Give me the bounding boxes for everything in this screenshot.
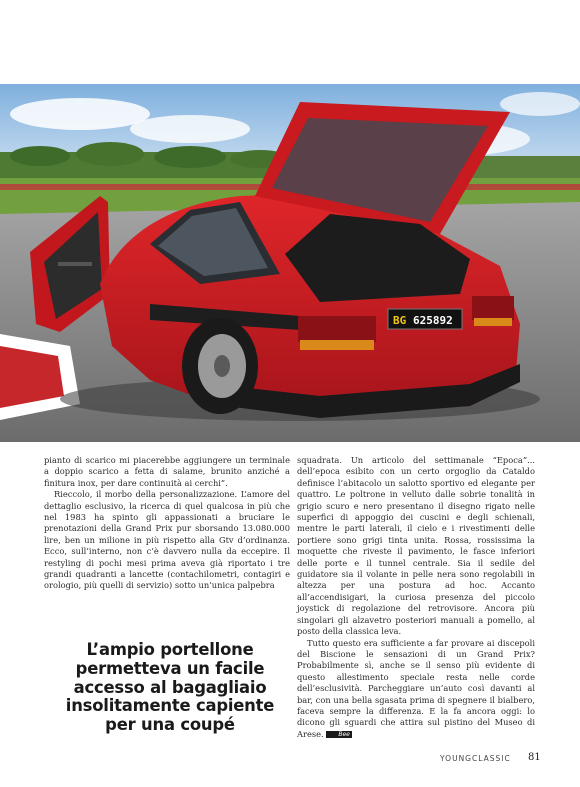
end-mark: Bee	[326, 731, 352, 738]
hero-photo	[0, 84, 580, 442]
pull-quote: L’ampio portellone permetteva un facile accesso al bagagliaio insolitamente capiente per una coupé	[65, 640, 275, 735]
paragraph: squadrata. Un articolo del settimanale “Epoca”... dell’epoca esibito con un certo orgoglio da Cataldo definisce l’abitacolo un salotto sportivo ed elegante per quattro. Le poltrone in velluto dalle sobrie tonalità in grigio scuro e nero presentano il disegno rigato nelle superfici di appoggio dei cuscini e degli schienali, mentre le parti laterali, il cielo e i rivestimenti delle portiere sono grigi tinta unita. Rossa, rossissima la moquette che riveste il pavimento, le fasce inferiori delle porte e il tunnel centrale. Sia il sedile del guidatore sia il volante in pelle nera sono regolabili in altezza per una postura ad hoc. Accanto all’accendisigari, la curiosa presenza del piccolo joystick di regolazione del retrovisore. Ancora più singolari gli alzavetro posteriori manuali a pomello, al posto della classica leva.	[297, 455, 535, 637]
body-text-right-column	[297, 455, 535, 740]
page-number: 81	[528, 752, 541, 763]
plate-prefix: BG	[393, 314, 407, 327]
body-text-left-column	[44, 455, 290, 592]
paragraph	[297, 638, 535, 741]
magazine-name: YOUNGCLASSIC	[440, 754, 511, 763]
paragraph: pianto di scarico mi piacerebbe aggiungere un terminale a doppio scarico a fetta di salame, brunito anziché a finitura inox, per dare continuità ai cerchi”.	[44, 455, 290, 488]
paragraph-text: Tutto questo era sufficiente a far provare ai discepoli del Biscione le sensazioni di un Grand Prix? Probabilmente sì, anche se il senso più evidente di questo allestimento speciale resta nelle corde dell’esclusività. Parcheggiare un’auto così davanti al bar, con una bella sgasata prima di spegnere il bialbero, faceva sempre la differenza. E la fa ancora oggi: lo dicono gli sguardi che attira sul pistino del Museo di Arese.	[297, 637, 535, 739]
paragraph: Rieccolo, il morbo della personalizzazione. L’amore del dettaglio esclusivo, la ricerca di quel qualcosa in più che nel 1983 ha spinto gli appassionati a bruciare le prenotazioni della Grand Prix pur sborsando 13.080.000 lire, ben un milione in più rispetto alla Gtv d’ordinanza. Ecco, sull’interno, non c’è davvero nulla da eccepire. Il restyling di pochi mesi prima aveva già riportato i tre grandi quadranti a lancette (contachilometri, contagiri e orologio, più quelli di servizio) sotto un’unica palpebra	[44, 489, 290, 591]
plate-number: 625892	[413, 314, 453, 327]
car-photo-illustration	[0, 84, 580, 442]
